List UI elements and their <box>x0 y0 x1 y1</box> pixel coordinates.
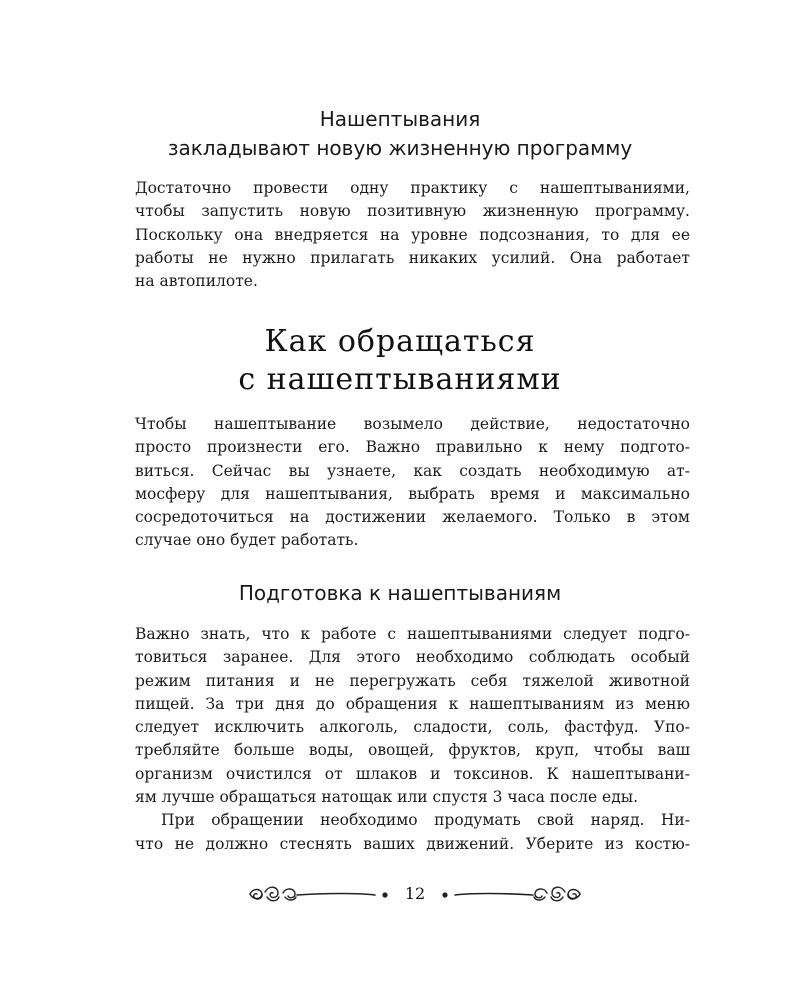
text-line: ям лучше обращаться натощак или спустя 3 часа после еды. <box>135 788 639 807</box>
text-line: режим питания и не перегружать себя тяжелой животной <box>135 671 690 690</box>
text-line: случае оно будет работать. <box>135 531 359 550</box>
chapter-paragraph <box>135 413 690 553</box>
text-line: мосферу для нашептывания, выбрать время и максимально <box>135 484 690 503</box>
text-line: Чтобы нашептывание возымело действие, недостаточно <box>135 415 690 433</box>
text-line: просто произнести его. Важно правильно к нему подгото- <box>135 438 690 457</box>
text-line: следует исключить алкоголь, сладости, соль, фастфуд. Упо- <box>135 718 690 737</box>
page-footer <box>245 880 585 910</box>
text-line: на автопилоте. <box>135 272 258 291</box>
preparation-paragraph <box>135 623 690 856</box>
text-line: организм очистился от шлаков и токсинов. К нашептывани- <box>135 764 690 783</box>
section-heading-line1: Нашептывания <box>319 107 481 131</box>
page-number: 12 <box>404 884 426 903</box>
chapter-title-line1: Как обращаться <box>264 324 536 359</box>
text-line: Поскольку она внедряется на уровне подсознания, то для ее <box>135 225 690 244</box>
text-line: При обращении необходимо продумать свой наряд. Ни- <box>161 811 690 830</box>
preparation-heading: Подготовка к нашептываниям <box>238 581 562 605</box>
text-line: чтобы запустить новую позитивную жизненную программу. <box>135 202 690 221</box>
text-line: виться. Сейчас вы узнаете, как создать необходимую ат- <box>135 461 690 480</box>
text-line: что не должно стеснять ваших движений. Уберите из костю- <box>135 834 690 853</box>
text-line: товиться заранее. Для этого необходимо соблюдать особый <box>135 648 690 667</box>
text-line: работы не нужно прилагать никаких усилий. Она работает <box>135 248 690 267</box>
text-line: сосредоточиться на достижении желаемого. Только в этом <box>135 508 690 527</box>
text-line: Достаточно провести одну практику с нашептываниями, <box>135 179 690 197</box>
text-line: Важно знать, что к работе с нашептываниями следует подго- <box>135 625 690 643</box>
chapter-title-line2: с нашептываниями <box>238 362 562 397</box>
section-heading-line2: закладывают новую жизненную программу <box>167 136 633 160</box>
text-line: пищей. За три дня до обращения к нашептываниям из меню <box>135 694 690 713</box>
text-line: требляйте больше воды, овощей, фруктов, круп, чтобы ваш <box>135 741 690 760</box>
intro-paragraph <box>135 177 690 293</box>
